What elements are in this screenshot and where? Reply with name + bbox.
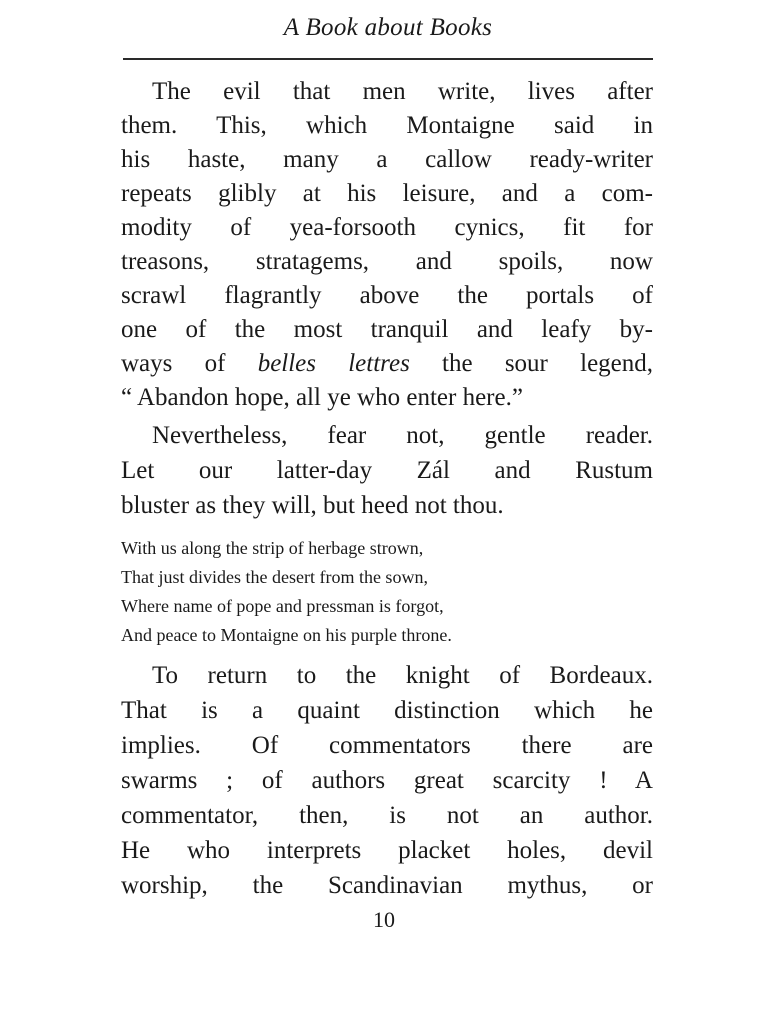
verse-line: And peace to Montaigne on his purple throne. <box>121 625 452 645</box>
running-head: A Book about Books <box>283 14 493 41</box>
text-line: repeats glibly at his leisure, and a com- <box>121 180 653 207</box>
text-line: implies. Of commentators there are <box>121 732 653 759</box>
text-line: treasons, stratagems, and spoils, now <box>121 248 653 275</box>
text-line: Nevertheless, fear not, gentle reader. <box>152 422 653 449</box>
italic-phrase: belles lettres <box>257 350 410 377</box>
text-line: scrawl flagrantly above the portals of <box>121 282 653 309</box>
text-span: ways of <box>121 350 258 377</box>
text-line: The evil that men write, lives after <box>152 78 653 105</box>
text-line: them. This, which Montaigne said in <box>121 112 653 139</box>
verse-line: With us along the strip of herbage strown, <box>121 538 424 558</box>
text-line: bluster as they will, but heed not thou. <box>121 492 504 519</box>
text-line: commentator, then, is not an author. <box>121 802 653 829</box>
text-line: one of the most tranquil and leafy by- <box>121 316 653 343</box>
verse-line: That just divides the desert from the sown, <box>121 567 428 587</box>
text-line: That is a quaint distinction which he <box>121 697 653 724</box>
header-rule <box>123 58 653 60</box>
text-line: swarms ; of authors great scarcity ! A <box>121 767 653 794</box>
text-line: worship, the Scandinavian mythus, or <box>121 872 653 899</box>
verse-line: Where name of pope and pressman is forgot, <box>121 596 444 616</box>
text-line: modity of yea-forsooth cynics, fit for <box>121 214 653 241</box>
text-line-with-italic <box>121 348 653 380</box>
page-number: 10 <box>373 907 395 932</box>
text-span: the sour legend, <box>409 350 654 377</box>
text-line: Let our latter-day Zál and Rustum <box>121 457 653 484</box>
text-line: To return to the knight of Bordeaux. <box>152 662 653 689</box>
text-line: He who interprets placket holes, devil <box>121 837 653 864</box>
text-line: “ Abandon hope, all ye who enter here.” <box>121 384 523 411</box>
text-line: his haste, many a callow ready-writer <box>121 146 653 173</box>
